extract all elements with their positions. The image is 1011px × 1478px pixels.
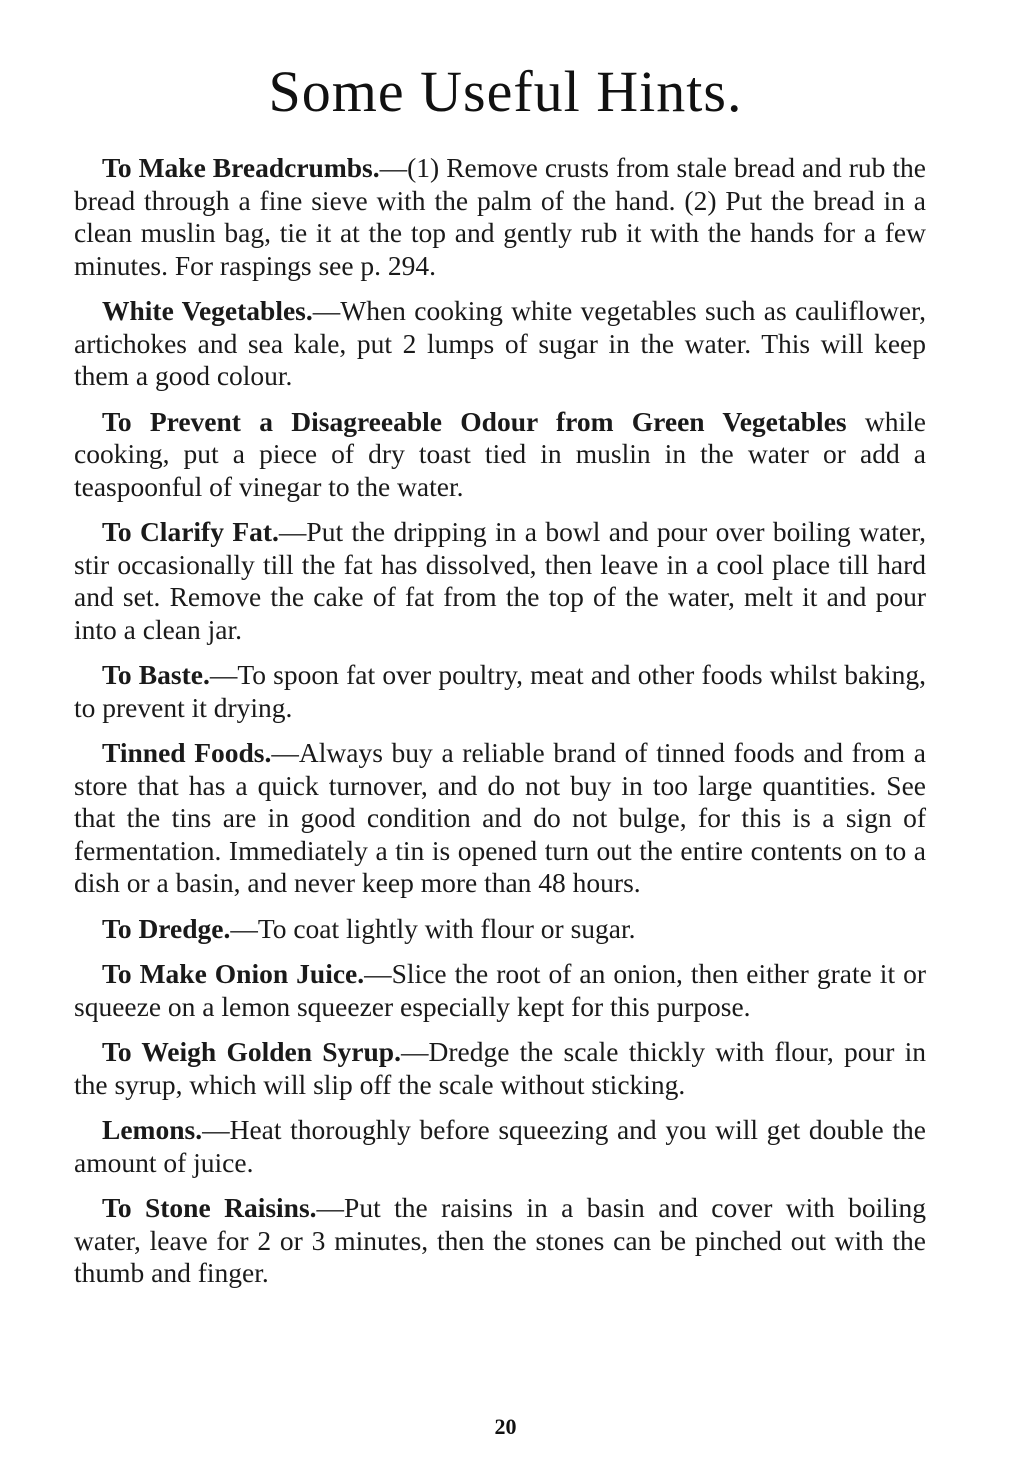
- hint-heading: Tinned Foods.: [102, 737, 272, 768]
- hint-onion-juice: [74, 958, 926, 1023]
- hint-text: —Put the dripping in a bowl and pour over boiling water, stir occasionally till the fat has dissolved, then leave in a cool place till hard and set. Remove the cake of fat from the top of the water, melt it and pour into a clean jar.: [74, 516, 927, 645]
- hint-breadcrumbs: [74, 152, 926, 282]
- hint-lemons: [74, 1114, 926, 1179]
- hint-dredge: [74, 913, 926, 946]
- hint-stone-raisins: [74, 1192, 926, 1290]
- hint-white-vegetables: [74, 295, 926, 393]
- hint-text: —Slice the root of an onion, then either grate it or squeeze on a lemon squeezer especially kept for this purpose.: [74, 958, 926, 1022]
- hint-heading: To Dredge.: [102, 912, 231, 944]
- hints-list: [74, 152, 926, 1303]
- hint-tinned-foods: [74, 737, 926, 900]
- hint-heading: Lemons.: [102, 1114, 203, 1145]
- hint-heading: To Make Breadcrumbs.: [102, 152, 380, 183]
- hint-green-vegetables-odour: [74, 406, 926, 504]
- hint-clarify-fat: [74, 516, 926, 646]
- hint-text: —Always buy a reliable brand of tinned foods and from a store that has a quick turnover, and do not buy in too large quantities. See that the tins are in good condition and do not bulge, for this is a sign of fermentation. Immediately a tin is opened turn out the entire contents on to a dish or a basin, and never keep more than 48 hours.: [74, 737, 926, 898]
- hint-text: —Put the raisins in a basin and cover with boiling water, leave for 2 or 3 minutes, then the stones can be pinched out with the thumb and finger.: [74, 1192, 927, 1288]
- hint-text: —When cooking white vegetables such as cauliflower, artichokes and sea kale, put 2 lumps of sugar in the water. This will keep them a good colour.: [74, 295, 926, 391]
- hint-heading: To Stone Raisins.: [102, 1192, 317, 1223]
- hint-golden-syrup: [74, 1036, 926, 1101]
- hint-text: —Dredge the scale thickly with flour, pour in the syrup, which will slip off the scale without sticking.: [74, 1036, 927, 1100]
- hint-baste: [74, 659, 926, 724]
- hint-text: —To spoon fat over poultry, meat and other foods whilst baking, to prevent it drying.: [74, 659, 926, 723]
- hint-heading: To Clarify Fat.: [102, 516, 279, 547]
- page-number: 20: [494, 1414, 517, 1439]
- hint-text: while cooking, put a piece of dry toast tied in muslin in the water or add a teaspoonful of vinegar to the water.: [74, 405, 926, 502]
- page-title: Some Useful Hints.: [268, 59, 743, 124]
- hint-heading: To Weigh Golden Syrup.: [102, 1036, 401, 1067]
- hint-text: —To coat lightly with flour or sugar.: [230, 912, 636, 944]
- hint-heading: White Vegetables.: [102, 295, 313, 326]
- hint-heading: To Baste.: [102, 659, 210, 690]
- hint-heading: To Make Onion Juice.: [102, 958, 365, 989]
- hint-text: —Heat thoroughly before squeezing and you will get double the amount of juice.: [74, 1114, 926, 1178]
- hint-heading: To Prevent a Disagreeable Odour from Green Vegetables: [102, 405, 847, 437]
- hint-text: —(1) Remove crusts from stale bread and rub the bread through a fine sieve with the palm of the hand. (2) Put the bread in a clean muslin bag, tie it at the top and gently rub it with the hands for a few minutes. For raspings see p. 294.: [74, 152, 927, 281]
